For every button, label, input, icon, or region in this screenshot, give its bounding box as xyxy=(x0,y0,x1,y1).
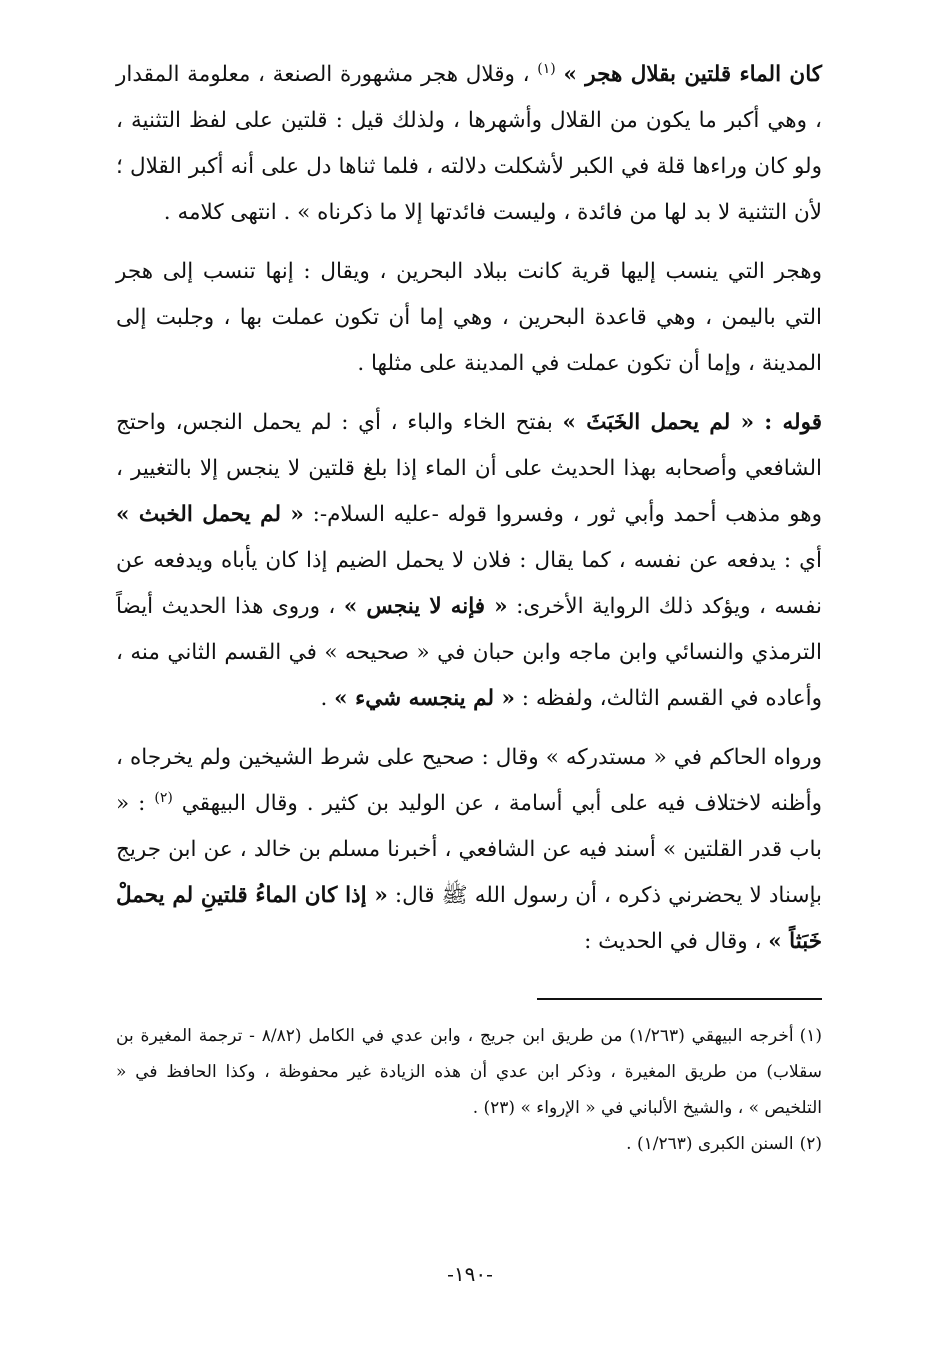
paragraph-text: : « باب قدر القلتين » أسند فيه عن الشافعي ، أخبرنا مسلم بن خالد ، عن ابن جريج بإسناد لا يحضرني ذكره ، أن رسول الله ﷺ قال: xyxy=(116,791,822,908)
footnote-ref-2[interactable]: (٢) xyxy=(154,789,173,806)
paragraph-3 xyxy=(116,400,822,722)
bold-hadith-quote: « إذا كان الماءُ قلتينِ لم يحملْ خَبَثاً » xyxy=(116,883,822,954)
paragraph-text: ، وروى هذا الحديث أيضاً الترمذي والنسائي وابن ماجه وابن حبان في « صحيحه » في القسم الثاني منه ، وأعاده في القسم الثالث، ولفظه : xyxy=(116,594,822,711)
footnote-2 xyxy=(116,1126,822,1162)
paragraph-text: ، وقال في الحديث : xyxy=(584,929,762,954)
paragraph-text: ورواه الحاكم في « مستدركه » وقال : صحيح على شرط الشيخين ولم يخرجاه ، وأظنه لاختلاف فيه على أبي أسامة ، عن الوليد بن كثير . وقال البيهقي xyxy=(116,745,822,816)
bold-heading-quote: قوله : « لم يحمل الخَبَثَ » xyxy=(562,410,822,435)
footnote-number: (٢) xyxy=(799,1134,822,1154)
footnote-ref-1[interactable]: (١) xyxy=(537,60,556,77)
bold-hadith-quote: « فإنه لا ينجس » xyxy=(343,594,508,619)
paragraph-text: ، وقلال هجر مشهورة الصنعة ، معلومة المقدار ، وهي أكبر ما يكون من القلال وأشهرها ، ولذلك قيل : قلتين على لفظ التثنية ، ولو كان وراءها قلة في الكبر لأشكلت دلالته ، فلما ثناها دل على أنه أكبر القلال ؛ لأن التثنية لا بد لها من فائدة ، وليست فائدتها إلا ما ذكرناه » . انتهى كلامه . xyxy=(116,62,822,225)
footnote-number: (١) xyxy=(799,1026,822,1046)
paragraph-text: وهجر التي ينسب إليها قرية كانت ببلاد البحرين ، ويقال : إنها تنسب إلى هجر التي باليمن ، وهي قاعدة البحرين ، وهي إما أن تكون عملت بها ، وجلبت إلى المدينة ، وإما أن تكون عملت في المدينة على مثلها . xyxy=(116,259,822,376)
bold-hadith-quote: كان الماء قلتين بقلال هجر » xyxy=(563,62,823,87)
paragraph-1 xyxy=(116,52,822,236)
footnote-1 xyxy=(116,1018,822,1126)
bold-hadith-quote: « لم ينجسه شيء » xyxy=(334,686,515,711)
paragraph-text: أي : يدفعه عن نفسه ، كما يقال : فلان لا يحمل الضيم إذا كان يأباه ويدفعه عن نفسه ، ويؤكد ذلك الرواية الأخرى: xyxy=(116,548,822,619)
page-number: -١٩٠- xyxy=(447,1262,493,1286)
paragraph-2 xyxy=(116,249,822,387)
footnote-text: أخرجه البيهقي (١/٢٦٣) من طريق ابن جريج ، وابن عدي في الكامل (٨/٨٢ - ترجمة المغيرة بن سقلاب) من طريق المغيرة ، وذكر ابن عدي أن هذه الزيادة غير محفوظة ، وكذا الحافظ في « التلخيص » ، والشيخ الألباني في « الإرواء » (٢٣) . xyxy=(116,1026,822,1118)
paragraph-text: . xyxy=(320,686,328,711)
footnote-text: السنن الكبرى (١/٢٦٣) . xyxy=(626,1134,794,1154)
paragraph-text: بفتح الخاء والباء ، أي : لم يحمل النجس، واحتج الشافعي وأصحابه بهذا الحديث على أن الماء إذا بلغ قلتين لا ينجس إلا بالتغيير ، وهو مذهب أحمد وأبي ثور ، وفسروا قوله -عليه السلام-: xyxy=(116,410,822,527)
bold-hadith-quote: « لم يحمل الخبث » xyxy=(116,502,304,527)
footnote-separator xyxy=(537,998,822,1000)
paragraph-4 xyxy=(116,735,822,965)
